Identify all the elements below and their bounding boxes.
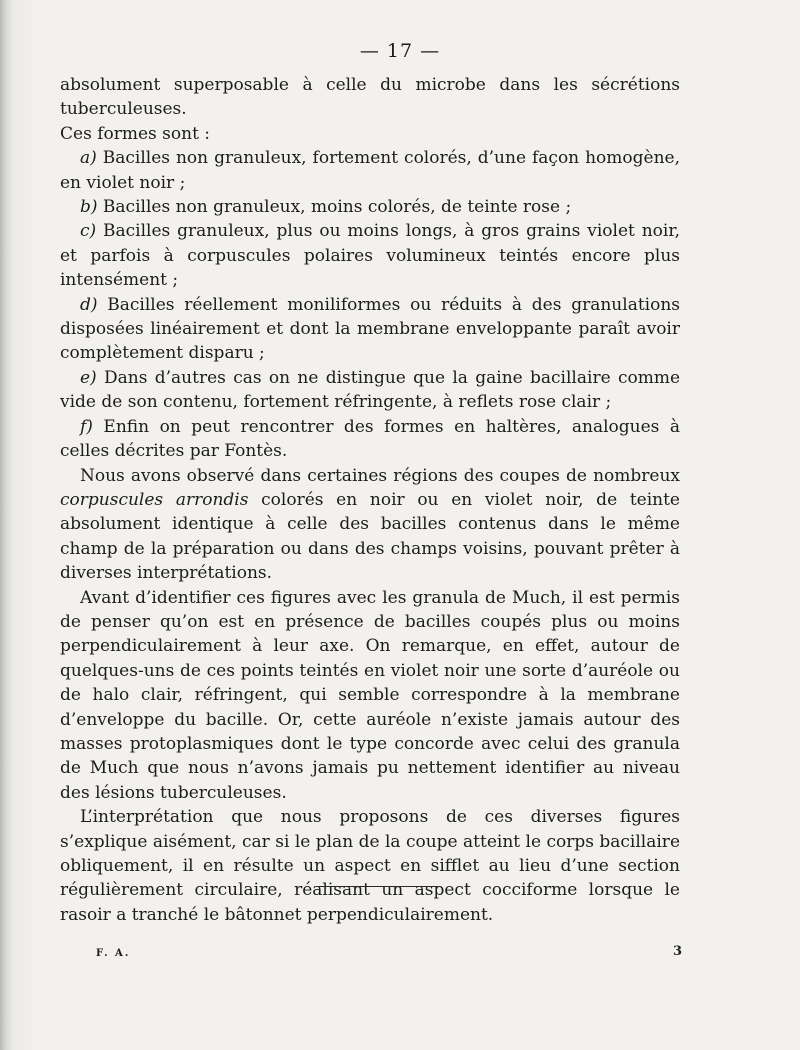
paragraph-identification: Avant d’identifier ces figures avec les granula de Much, il est permis de penser qu’on est en présence de bacilles coupés plus ou moins perpendiculairement à leur axe. On remarque, en effet, autour de quelques-uns de ces points teintés en violet noir une sorte d’auréole ou de halo clair, réfringent, qui semble correspondre à la membrane d’enveloppe du bacille. Or, cette auréole n’existe jamais autour des masses protoplasmiques dont le type concorde avec celui des granula de Much que nous n’avons jamais pu nettement identifier au niveau des lésions tuberculeuses. — [60, 587, 680, 803]
list-text-e: Dans d’autres cas on ne distingue que la gaine bacillaire comme vide de son contenu, fortement réfringente, à reflets rose clair ; — [60, 367, 680, 413]
list-marker-c: c) — [80, 221, 97, 242]
paragraph-corpuscles-start: Nous avons observé dans certaines régions des coupes de nombreux — [80, 465, 680, 486]
list-marker-b: b) — [80, 197, 98, 218]
paragraph-interpretation: L’interprétation que nous proposons de ces diverses figures s’explique aisément, car si le plan de la coupe atteint le corps bacillaire obliquement, il en résulte un aspect en sifflet au lieu d’une section régulièrement circulaire, réalisant un aspect cocciforme lorsque le rasoir a tranché le bâtonnet perpendiculairement. — [60, 807, 680, 925]
list-marker-f: f) — [80, 416, 93, 437]
list-text-f: Enfin on peut rencontrer des formes en haltères, analogues à celles décrites par Fontès. — [60, 416, 680, 462]
paragraph-corpuscles-emphasis: corpuscules arrondis — [60, 489, 249, 510]
list-text-c: Bacilles granuleux, plus ou moins longs, à gros grains violet noir, et parfois à corpuscules polaires volumineux teintés encore plus intensément ; — [60, 221, 680, 291]
list-marker-a: a) — [80, 148, 97, 169]
page-number: — 17 — — [359, 40, 441, 62]
section-rule — [318, 886, 438, 887]
body-text — [60, 73, 680, 927]
list-text-d: Bacilles réellement moniliformes ou réduits à des granulations disposées linéairement et dont la membrane enveloppante paraît avoir complètement disparu ; — [60, 294, 680, 364]
list-text-b: Bacilles non granuleux, moins colorés, de teinte rose ; — [97, 197, 572, 218]
list-item-a — [60, 146, 680, 195]
paragraph-corpuscles — [60, 464, 680, 586]
list-item-e — [60, 366, 680, 415]
list-item-b — [60, 195, 680, 219]
list-item-d — [60, 293, 680, 366]
paragraph-forms-intro: Ces formes sont : — [60, 123, 211, 144]
list-item-c — [60, 219, 680, 292]
footer-sheet-number: 3 — [673, 944, 683, 959]
footer-signature: F. A. — [96, 948, 131, 959]
list-text-a: Bacilles non granuleux, fortement colorés, d’une façon homogène, en violet noir ; — [60, 148, 680, 193]
paragraph-continuation: absolument superposable à celle du microbe dans les sécrétions tuberculeuses. — [60, 75, 680, 120]
paragraph-corpuscles-end: colorés en noir ou en violet noir, de teinte absolument identique à celle des bacilles contenus dans le même champ de la préparation ou dans des champs voisins, pouvant prêter à diverses interprétations. — [60, 489, 680, 584]
list-marker-d: d) — [80, 294, 98, 315]
list-marker-e: e) — [80, 367, 97, 388]
list-item-f — [60, 415, 680, 464]
